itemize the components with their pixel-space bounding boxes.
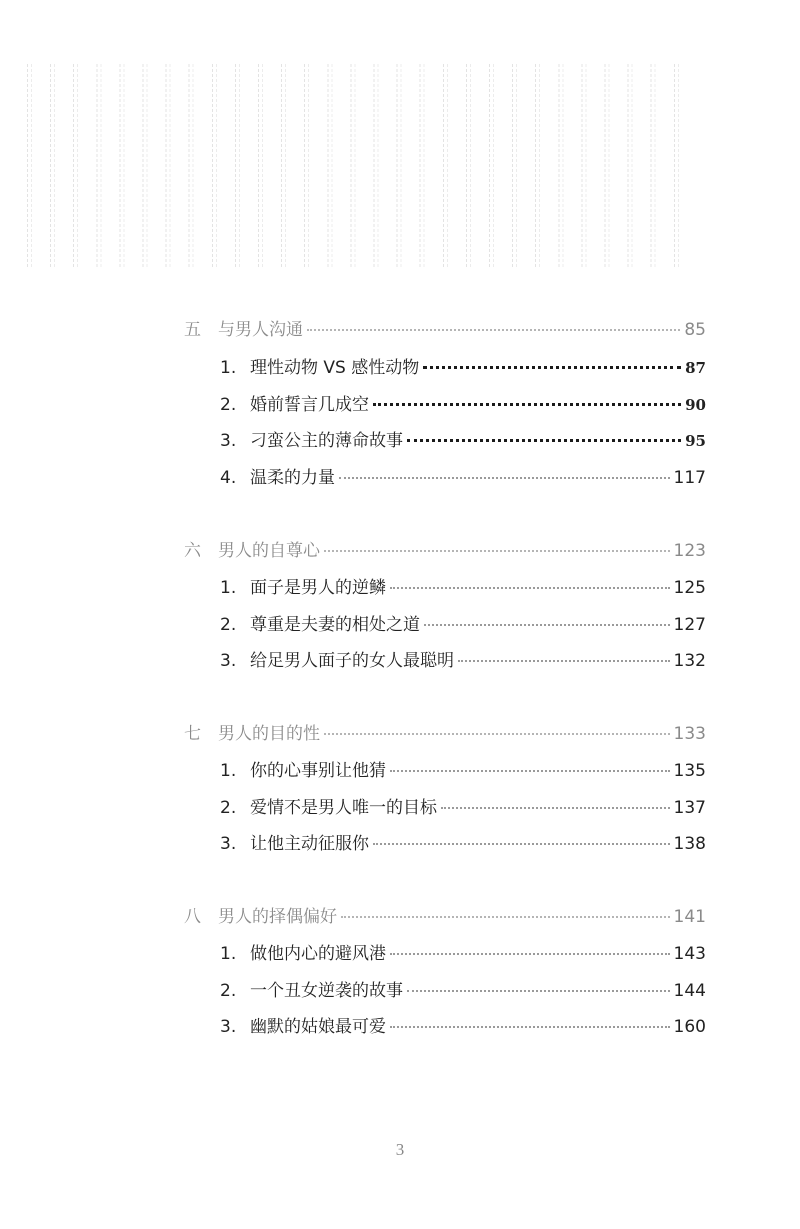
section-number: 2. — [220, 981, 237, 1001]
toc-section[interactable] — [220, 611, 706, 639]
toc-section[interactable] — [220, 940, 706, 968]
page-number: 123 — [673, 541, 706, 561]
toc-section[interactable] — [220, 574, 706, 602]
chapter-number: 七 — [184, 724, 201, 744]
dot-leader — [390, 1026, 670, 1028]
toc-section[interactable] — [220, 427, 706, 455]
dot-leader — [424, 624, 670, 626]
dot-leader — [339, 477, 670, 479]
chapter-number: 八 — [184, 907, 201, 927]
page-number: 160 — [673, 1017, 706, 1037]
toc-section[interactable] — [220, 830, 706, 858]
toc-chapter-5[interactable] — [184, 316, 706, 344]
dot-leader — [441, 807, 670, 809]
dot-leader — [341, 916, 670, 918]
page-number: 95 — [685, 432, 706, 450]
toc-chapter-6[interactable] — [184, 537, 706, 565]
section-number: 1. — [220, 578, 237, 598]
section-number: 3. — [220, 834, 237, 854]
section-number: 1. — [220, 358, 237, 378]
dot-leader — [390, 770, 670, 772]
toc-section[interactable] — [220, 977, 706, 1005]
section-number: 3. — [220, 431, 237, 451]
page-number: 135 — [673, 761, 706, 781]
toc-section[interactable] — [220, 647, 706, 675]
toc-section[interactable] — [220, 757, 706, 785]
page-folio: 3 — [395, 1140, 405, 1159]
section-title: 你的心事别让他猜 — [250, 761, 386, 781]
header-stripe-pattern — [22, 64, 694, 268]
chapter-title: 男人的目的性 — [218, 724, 320, 744]
section-number: 2. — [220, 798, 237, 818]
page-number: 144 — [673, 981, 706, 1001]
dot-leader — [324, 550, 670, 552]
page-number: 85 — [684, 320, 706, 340]
page-number: 141 — [673, 907, 706, 927]
section-title: 一个丑女逆袭的故事 — [250, 981, 403, 1001]
section-number: 1. — [220, 761, 237, 781]
section-title: 做他内心的避风港 — [250, 944, 386, 964]
section-title: 刁蛮公主的薄命故事 — [250, 431, 403, 451]
toc-chapter-7[interactable] — [184, 720, 706, 748]
section-title: 面子是男人的逆鳞 — [250, 578, 386, 598]
section-title: 婚前誓言几成空 — [250, 395, 369, 415]
dot-leader — [324, 733, 670, 735]
section-title: 温柔的力量 — [250, 468, 335, 488]
page-number: 143 — [673, 944, 706, 964]
toc-section[interactable] — [220, 464, 706, 492]
section-number: 4. — [220, 468, 237, 488]
chapter-number: 六 — [184, 541, 201, 561]
dot-leader — [407, 990, 670, 992]
section-title: 理性动物 VS 感性动物 — [250, 358, 420, 378]
section-title: 给足男人面子的女人最聪明 — [250, 651, 454, 671]
section-title: 幽默的姑娘最可爱 — [250, 1017, 386, 1037]
toc-section[interactable] — [220, 1013, 706, 1041]
page-number: 132 — [673, 651, 706, 671]
section-number: 3. — [220, 651, 237, 671]
page-number: 137 — [673, 798, 706, 818]
page-number: 117 — [673, 468, 706, 488]
dot-leader — [373, 843, 670, 845]
section-title: 尊重是夫妻的相处之道 — [250, 615, 420, 635]
dot-leader — [423, 366, 681, 369]
dot-leader — [458, 660, 670, 662]
toc-section[interactable] — [220, 391, 706, 419]
section-number: 3. — [220, 1017, 237, 1037]
toc-section[interactable] — [220, 794, 706, 822]
dot-leader — [307, 329, 680, 331]
section-number: 2. — [220, 395, 237, 415]
dot-leader — [390, 953, 670, 955]
chapter-title: 与男人沟通 — [218, 320, 303, 340]
chapter-title: 男人的自尊心 — [218, 541, 320, 561]
dot-leader — [407, 439, 681, 442]
page-number: 133 — [673, 724, 706, 744]
toc-section[interactable] — [220, 354, 706, 382]
section-number: 2. — [220, 615, 237, 635]
section-title: 爱情不是男人唯一的目标 — [250, 798, 437, 818]
dot-leader — [373, 403, 681, 406]
page-number: 87 — [685, 359, 706, 377]
page-number: 138 — [673, 834, 706, 854]
section-title: 让他主动征服你 — [250, 834, 369, 854]
page-number: 127 — [673, 615, 706, 635]
page-number: 125 — [673, 578, 706, 598]
chapter-number: 五 — [184, 320, 201, 340]
dot-leader — [390, 587, 670, 589]
chapter-title: 男人的择偶偏好 — [218, 907, 337, 927]
toc-chapter-8[interactable] — [184, 903, 706, 931]
page-number: 90 — [685, 396, 706, 414]
section-number: 1. — [220, 944, 237, 964]
